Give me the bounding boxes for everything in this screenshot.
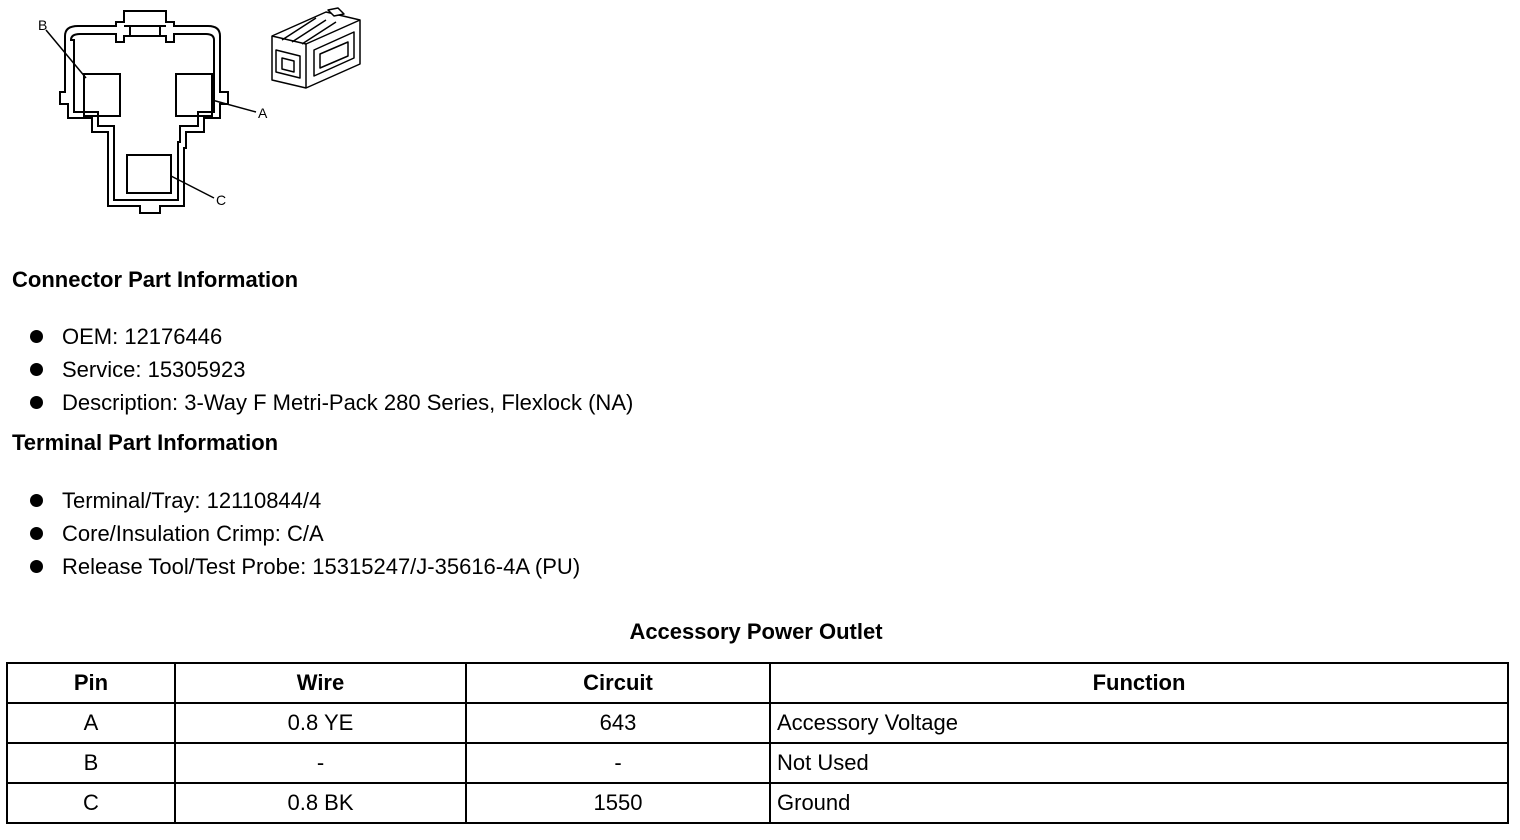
bullet-icon [30, 494, 43, 507]
terminal-part-info-list [28, 484, 580, 583]
header-circuit: Circuit [466, 663, 770, 703]
cell-circuit: 1550 [466, 783, 770, 823]
cell-circuit: - [466, 743, 770, 783]
bullet-icon [30, 527, 43, 540]
bullet-icon [30, 396, 43, 409]
table-header-row [7, 663, 1508, 703]
pin-label-b: B [38, 17, 48, 33]
connector-part-info-list [28, 320, 633, 419]
bullet-icon [30, 330, 43, 343]
table-row [7, 743, 1508, 783]
cell-pin: C [7, 783, 175, 823]
connector-part-info-heading: Connector Part Information [12, 267, 299, 292]
connector-face-view-drawing [30, 8, 270, 218]
cell-pin: B [7, 743, 175, 783]
header-pin: Pin [7, 663, 175, 703]
cell-function: Ground [770, 783, 1508, 823]
table-row [7, 783, 1508, 823]
bullet-icon [30, 560, 43, 573]
pin-label-c: C [216, 192, 227, 208]
pin-label-a: A [258, 105, 268, 121]
list-item: OEM: 12176446 [28, 320, 633, 353]
list-item: Core/Insulation Crimp: C/A [28, 517, 580, 550]
cell-wire: 0.8 YE [175, 703, 466, 743]
terminal-part-info-heading: Terminal Part Information [12, 430, 279, 455]
cell-function: Not Used [770, 743, 1508, 783]
list-item: Service: 15305923 [28, 353, 633, 386]
header-wire: Wire [175, 663, 466, 703]
cell-wire: - [175, 743, 466, 783]
connector-3d-view-drawing [268, 6, 368, 96]
bullet-icon [30, 363, 43, 376]
cell-circuit: 643 [466, 703, 770, 743]
cell-pin: A [7, 703, 175, 743]
table-title: Accessory Power Outlet [629, 619, 883, 644]
table-row [7, 703, 1508, 743]
list-item: Description: 3-Way F Metri-Pack 280 Series, Flexlock (NA) [28, 386, 633, 419]
cell-function: Accessory Voltage [770, 703, 1508, 743]
header-function: Function [770, 663, 1508, 703]
list-item: Release Tool/Test Probe: 15315247/J-35616-4A (PU) [28, 550, 580, 583]
cell-wire: 0.8 BK [175, 783, 466, 823]
pinout-table [6, 662, 1509, 824]
list-item: Terminal/Tray: 12110844/4 [28, 484, 580, 517]
